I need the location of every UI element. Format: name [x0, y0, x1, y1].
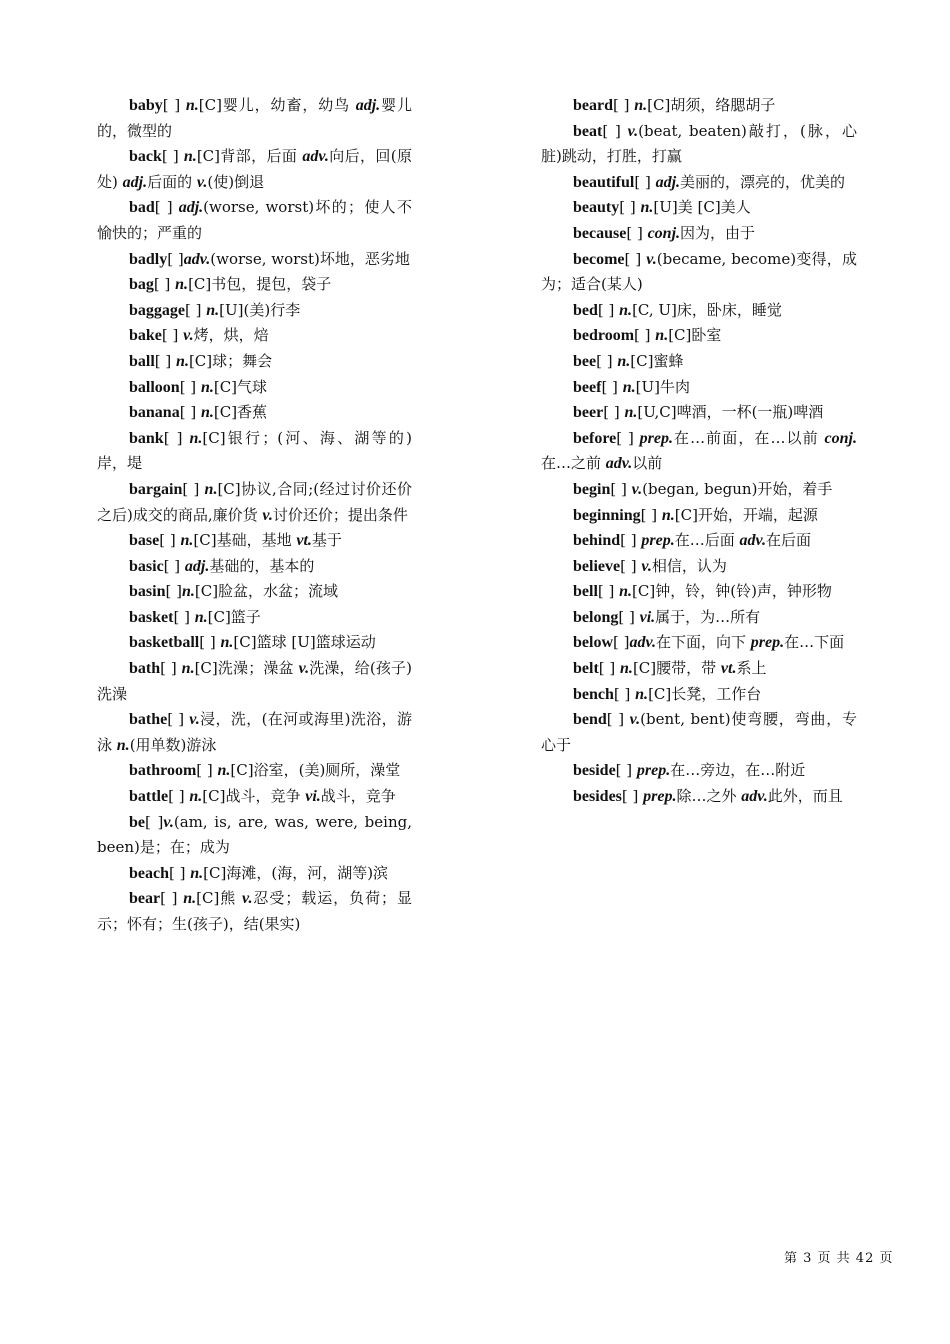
- definition-text: 属于，为…所有: [655, 607, 761, 626]
- part-of-speech: adj.: [655, 173, 681, 191]
- page-number: 第 3 页 共 42 页: [784, 1251, 894, 1266]
- definition-text: [ ]: [613, 684, 636, 703]
- part-of-speech: n.: [200, 378, 214, 396]
- vocab-entry: [97, 272, 412, 298]
- headword: baggage: [129, 301, 185, 319]
- definition-text: [C]战斗，竞争: [202, 787, 306, 806]
- definition-text: [ ]: [167, 710, 190, 729]
- definition-text: [ ]: [626, 223, 648, 242]
- headword: beside: [573, 762, 616, 780]
- part-of-speech: n.: [635, 685, 649, 703]
- definition-text: [ ]: [165, 582, 182, 601]
- headword: baby: [129, 97, 163, 114]
- part-of-speech: adv.: [605, 455, 633, 473]
- definition-text: [U]牛肉: [635, 377, 690, 396]
- definition-text: [C]篮球 [U]篮球运动: [233, 633, 376, 652]
- definition-text: (用单数)游泳: [129, 735, 217, 754]
- definition-text: [C]开始，开端，起源: [674, 505, 818, 524]
- part-of-speech: vi.: [639, 608, 656, 626]
- vocab-entry: [97, 93, 412, 144]
- definition-text: 向后，回(原处): [97, 147, 413, 191]
- part-of-speech: n.: [175, 276, 189, 294]
- part-of-speech: n.: [189, 788, 203, 806]
- part-of-speech: n.: [181, 583, 195, 601]
- definition-text: 后面的: [147, 172, 197, 191]
- left-column: [97, 93, 412, 938]
- headword: before: [573, 429, 617, 447]
- headword: bed: [573, 301, 598, 319]
- headword: bad: [129, 199, 155, 217]
- definition-text: 在…前面，在…以前: [672, 428, 825, 447]
- part-of-speech: n.: [185, 97, 199, 114]
- definition-text: [ ]: [161, 147, 184, 166]
- definition-text: [C]香蕉: [213, 403, 268, 422]
- headword: behind: [573, 532, 621, 550]
- headword: bedroom: [573, 327, 635, 345]
- definition-text: [ ]: [624, 249, 647, 268]
- vocab-entry: [97, 323, 412, 349]
- part-of-speech: n.: [619, 301, 633, 319]
- part-of-speech: adj.: [178, 199, 204, 217]
- vocab-entry: [541, 758, 857, 784]
- headword: back: [129, 148, 162, 166]
- part-of-speech: n.: [181, 660, 195, 678]
- definition-text: [ ]: [634, 326, 656, 345]
- definition-text: 战斗，竞争: [320, 787, 396, 806]
- part-of-speech: vt.: [720, 660, 737, 678]
- definition-text: [ ]: [620, 531, 642, 550]
- definition-text: [C]胡须，络腮胡子: [647, 96, 776, 114]
- definition-text: [C]长凳，工作台: [648, 684, 762, 703]
- part-of-speech: n.: [189, 429, 203, 447]
- definition-text: (worse, worst)坏的；使人不愉快的；严重的: [97, 198, 412, 242]
- definition-text: [C]篮子: [207, 607, 261, 626]
- definition-text: (使)倒退: [207, 172, 265, 191]
- headword: begin: [573, 480, 611, 498]
- part-of-speech: v.: [183, 327, 194, 345]
- vocab-entry: [541, 323, 857, 349]
- vocab-entry: [97, 810, 412, 861]
- definition-text: [ ]: [182, 479, 205, 498]
- definition-text: [ ]: [602, 121, 628, 140]
- definition-text: [ ]: [621, 787, 644, 806]
- definition-text: [C]熊: [196, 889, 242, 908]
- definition-text: [ ]: [597, 300, 620, 319]
- headword: basin: [129, 583, 166, 601]
- part-of-speech: n.: [655, 327, 669, 345]
- part-of-speech: v.: [163, 813, 174, 831]
- definition-text: [ ]: [199, 633, 221, 652]
- vocab-entry: [541, 170, 857, 196]
- vocab-entry: [97, 656, 412, 707]
- definition-text: 在…后面: [674, 531, 740, 550]
- vocab-entry: [97, 247, 412, 273]
- vocab-entry: [97, 579, 412, 605]
- part-of-speech: n.: [624, 404, 638, 422]
- headword: bargain: [129, 480, 183, 498]
- part-of-speech: prep.: [643, 788, 677, 806]
- right-column: [541, 93, 857, 810]
- vocab-entry: [541, 784, 857, 810]
- definition-text: (am, is, are, was, were, being, been)是；在；成为: [97, 812, 412, 857]
- definition-text: 以前: [632, 454, 663, 473]
- vocab-entry: [97, 144, 412, 195]
- definition-text: [C]洗澡；澡盆: [194, 659, 299, 678]
- headword: because: [573, 224, 627, 242]
- definition-text: [ ]: [601, 377, 623, 396]
- definition-text: [ ]: [153, 275, 176, 294]
- vocab-entry: [541, 528, 857, 554]
- headword: bee: [573, 352, 597, 370]
- headword: beer: [573, 404, 604, 422]
- vocab-entry: [97, 758, 412, 784]
- part-of-speech: n.: [619, 583, 633, 601]
- headword: battle: [129, 788, 169, 806]
- part-of-speech: n.: [116, 736, 130, 754]
- definition-text: [C]协议,合同;(经过讨价还价之后)成交的商品,廉价货: [97, 479, 413, 524]
- headword: badly: [129, 250, 168, 268]
- part-of-speech: n.: [204, 480, 218, 498]
- part-of-speech: adv.: [741, 788, 768, 806]
- definition-text: [C]卧室: [668, 326, 722, 345]
- definition-text: [ ]: [179, 403, 201, 422]
- vocab-entry: [97, 528, 412, 554]
- definition-text: 在后面: [766, 531, 812, 550]
- headword: beginning: [573, 506, 641, 524]
- definition-text: [ ]: [159, 531, 181, 550]
- vocab-entry: [541, 579, 857, 605]
- vocab-entry: [541, 221, 857, 247]
- headword: be: [129, 813, 145, 831]
- definition-text: [U]美 [C]美人: [653, 198, 751, 217]
- vocab-entry: [541, 682, 857, 708]
- headword: basic: [129, 557, 164, 575]
- vocab-entry: [97, 605, 412, 631]
- definition-text: [ ]: [167, 249, 184, 268]
- vocab-entry: [97, 886, 412, 937]
- definition-text: [ ]: [154, 198, 179, 217]
- definition-text: [ ]: [196, 761, 218, 780]
- headword: bend: [573, 711, 607, 729]
- vocab-entry: [541, 93, 857, 119]
- part-of-speech: v.: [629, 711, 641, 729]
- part-of-speech: prep.: [750, 634, 785, 652]
- vocab-entry: [541, 477, 857, 503]
- part-of-speech: n.: [183, 890, 197, 908]
- part-of-speech: adv.: [739, 532, 767, 550]
- definition-text: 相信，认为: [651, 556, 727, 575]
- vocab-entry: [541, 400, 857, 426]
- definition-text: [ ]: [162, 96, 186, 114]
- headword: beautiful: [573, 173, 635, 191]
- definition-text: [ ]: [168, 787, 190, 806]
- definition-text: 系上: [736, 659, 767, 678]
- headword: belt: [573, 660, 599, 678]
- definition-text: [C]婴儿，幼畜，幼鸟: [198, 96, 356, 114]
- definition-text: [C, U]床，卧床，睡觉: [632, 300, 782, 319]
- part-of-speech: adv.: [302, 148, 329, 166]
- vocab-entry: [97, 400, 412, 426]
- definition-text: [ ]: [173, 607, 195, 626]
- vocab-entry: [541, 656, 857, 682]
- part-of-speech: n.: [617, 352, 631, 370]
- definition-text: [ ]: [634, 172, 656, 191]
- vocab-entry: [97, 707, 412, 758]
- definition-text: (beat, beaten)敲打，(脉，心脏)跳动，打胜，打赢: [541, 121, 858, 166]
- definition-text: 基于: [311, 531, 342, 550]
- definition-text: 基础的，基本的: [209, 556, 315, 575]
- definition-text: [ ]: [179, 377, 201, 396]
- vocab-entry: [97, 784, 412, 810]
- definition-text: 在…之前: [541, 454, 606, 473]
- part-of-speech: conj.: [824, 429, 857, 447]
- part-of-speech: vi.: [305, 788, 321, 806]
- definition-text: (began, begun)开始，着手: [642, 479, 833, 498]
- headword: beef: [573, 378, 602, 396]
- part-of-speech: n.: [217, 762, 231, 780]
- vocab-entry: [541, 605, 857, 631]
- definition-text: 洗澡，给(孩子)洗澡: [97, 659, 412, 703]
- definition-text: [ ]: [598, 659, 621, 678]
- part-of-speech: n.: [622, 378, 636, 396]
- headword: beat: [573, 122, 603, 140]
- definition-text: [ ]: [154, 351, 177, 370]
- definition-text: [ ]: [615, 761, 637, 780]
- part-of-speech: prep.: [641, 532, 675, 550]
- part-of-speech: adv.: [183, 250, 211, 268]
- definition-text: [ ]: [619, 198, 641, 217]
- definition-text: [C]钟，铃，钟(铃)声，钟形物: [632, 582, 832, 601]
- part-of-speech: v.: [641, 557, 652, 575]
- part-of-speech: v.: [241, 890, 253, 908]
- vocab-entry: [541, 375, 857, 401]
- vocab-entry: [97, 195, 412, 246]
- part-of-speech: v.: [298, 660, 310, 678]
- definition-text: 讨价还价；提出条件: [272, 505, 408, 524]
- headword: bathroom: [129, 762, 197, 780]
- part-of-speech: v.: [189, 711, 200, 729]
- vocab-entry: [541, 119, 857, 170]
- headword: beauty: [573, 199, 620, 217]
- definition-text: 烤，烘，焙: [193, 326, 269, 345]
- definition-text: [ ]: [606, 710, 630, 729]
- definition-text: 在…旁边，在…附近: [670, 761, 806, 780]
- part-of-speech: vt.: [296, 532, 312, 550]
- definition-text: [ ]: [160, 889, 184, 908]
- vocab-entry: [541, 426, 857, 477]
- vocab-entry: [97, 477, 412, 528]
- headword: bear: [129, 890, 161, 908]
- definition-text: 此外，而且: [767, 787, 843, 806]
- definition-text: [C]浴室，(美)厕所，澡堂: [230, 761, 401, 780]
- part-of-speech: conj.: [647, 224, 681, 242]
- headword: believe: [573, 557, 621, 575]
- definition-text: 在…下面: [784, 633, 845, 652]
- headword: banana: [129, 404, 180, 422]
- definition-text: 在下面，向下: [656, 633, 751, 652]
- definition-text: [C]蜜蜂: [630, 351, 684, 370]
- vocab-entry: [541, 630, 857, 656]
- part-of-speech: n.: [200, 404, 214, 422]
- definition-text: [ ]: [169, 863, 191, 882]
- part-of-speech: n.: [176, 352, 189, 370]
- definition-text: 美丽的，漂亮的，优美的: [680, 172, 846, 191]
- headword: bell: [573, 583, 598, 601]
- headword: bake: [129, 327, 162, 345]
- part-of-speech: v.: [631, 480, 643, 498]
- part-of-speech: adj.: [122, 173, 148, 191]
- definition-text: [C]书包，提包，袋子: [188, 275, 332, 294]
- vocab-entry: [97, 630, 412, 656]
- headword: base: [129, 532, 160, 550]
- vocab-entry: [97, 861, 412, 887]
- definition-text: [ ]: [161, 326, 184, 345]
- headword: beard: [573, 97, 613, 114]
- part-of-speech: n.: [620, 660, 633, 678]
- part-of-speech: v.: [627, 122, 639, 140]
- definition-text: [ ]: [640, 505, 662, 524]
- definition-text: [ ]: [613, 96, 635, 114]
- definition-text: [ ]: [613, 633, 630, 652]
- vocab-entry: [97, 375, 412, 401]
- headword: bathe: [129, 711, 168, 729]
- headword: ball: [129, 352, 155, 370]
- definition-text: [ ]: [616, 428, 640, 447]
- definition-text: (worse, worst)坏地，恶劣地: [210, 249, 410, 268]
- vocab-entry: [541, 298, 857, 324]
- vocab-entry: [541, 554, 857, 580]
- definition-text: [C]背部，后面: [196, 147, 303, 166]
- definition-text: [ ]: [163, 428, 190, 447]
- definition-text: (bent, bent)使弯腰，弯曲，专心于: [541, 710, 857, 754]
- definition-text: [C]腰带，带: [632, 659, 721, 678]
- headword: basketball: [129, 634, 200, 652]
- part-of-speech: n.: [634, 97, 648, 114]
- headword: bench: [573, 685, 614, 703]
- vocab-entry: [97, 426, 412, 477]
- headword: bath: [129, 660, 161, 678]
- part-of-speech: n.: [206, 301, 220, 319]
- part-of-speech: n.: [180, 532, 194, 550]
- definition-text: [ ]: [603, 403, 625, 422]
- part-of-speech: prep.: [636, 762, 671, 780]
- vocab-entry: [541, 707, 857, 758]
- headword: bag: [129, 276, 154, 294]
- part-of-speech: n.: [661, 506, 675, 524]
- headword: belong: [573, 608, 619, 626]
- vocab-entry: [541, 247, 857, 298]
- definition-text: 除…之外: [676, 787, 742, 806]
- part-of-speech: n.: [183, 148, 197, 166]
- part-of-speech: adv.: [629, 634, 656, 652]
- vocab-entry: [541, 503, 857, 529]
- headword: become: [573, 250, 625, 268]
- headword: beach: [129, 864, 169, 882]
- definition-text: [ ]: [597, 582, 620, 601]
- part-of-speech: prep.: [639, 429, 673, 447]
- definition-text: [ ]: [163, 556, 185, 575]
- part-of-speech: n.: [194, 608, 208, 626]
- headword: below: [573, 634, 613, 652]
- definition-text: [C]基础，基地: [193, 531, 297, 550]
- vocab-entry: [97, 349, 412, 375]
- definition-text: 浸，洗，(在河或海里)洗浴，游泳: [97, 710, 412, 754]
- definition-text: [U,C]啤酒，一杯(一瓶)啤酒: [637, 403, 824, 422]
- part-of-speech: n.: [640, 199, 654, 217]
- part-of-speech: v.: [196, 173, 208, 191]
- headword: balloon: [129, 378, 180, 396]
- definition-text: [C]球；舞会: [188, 351, 273, 370]
- definition-text: 忍受；载运，负荷；显示；怀有；生(孩子)，结(果实): [97, 889, 412, 933]
- definition-text: [ ]: [185, 300, 207, 319]
- definition-text: [ ]: [160, 659, 182, 678]
- definition-text: [ ]: [610, 479, 632, 498]
- definition-text: [C]脸盆，水盆；流域: [194, 582, 339, 601]
- definition-text: (became, become)变得，成为；适合(某人): [541, 249, 857, 294]
- headword: besides: [573, 788, 622, 806]
- vocab-entry: [541, 195, 857, 221]
- definition-text: [ ]: [596, 351, 618, 370]
- headword: bank: [129, 429, 164, 447]
- headword: basket: [129, 608, 174, 626]
- definition-text: [U](美)行李: [219, 300, 301, 319]
- definition-text: [C]海滩，(海，河，湖等)滨: [203, 863, 389, 882]
- part-of-speech: adj.: [184, 557, 210, 575]
- part-of-speech: adj.: [355, 97, 381, 114]
- part-of-speech: n.: [190, 864, 204, 882]
- vocab-entry: [97, 554, 412, 580]
- definition-text: [ ]: [620, 556, 642, 575]
- part-of-speech: v.: [262, 506, 273, 524]
- vocab-entry: [97, 298, 412, 324]
- definition-text: 因为，由于: [680, 223, 756, 242]
- definition-text: 婴儿的，微型的: [97, 96, 412, 140]
- vocab-entry: [541, 349, 857, 375]
- definition-text: [ ]: [618, 607, 640, 626]
- definition-text: [ ]: [145, 812, 164, 831]
- definition-text: [C]气球: [213, 377, 268, 396]
- part-of-speech: v.: [646, 250, 657, 268]
- definition-text: [C]银行；(河、海、湖等的)岸，堤: [97, 428, 412, 473]
- part-of-speech: n.: [220, 634, 234, 652]
